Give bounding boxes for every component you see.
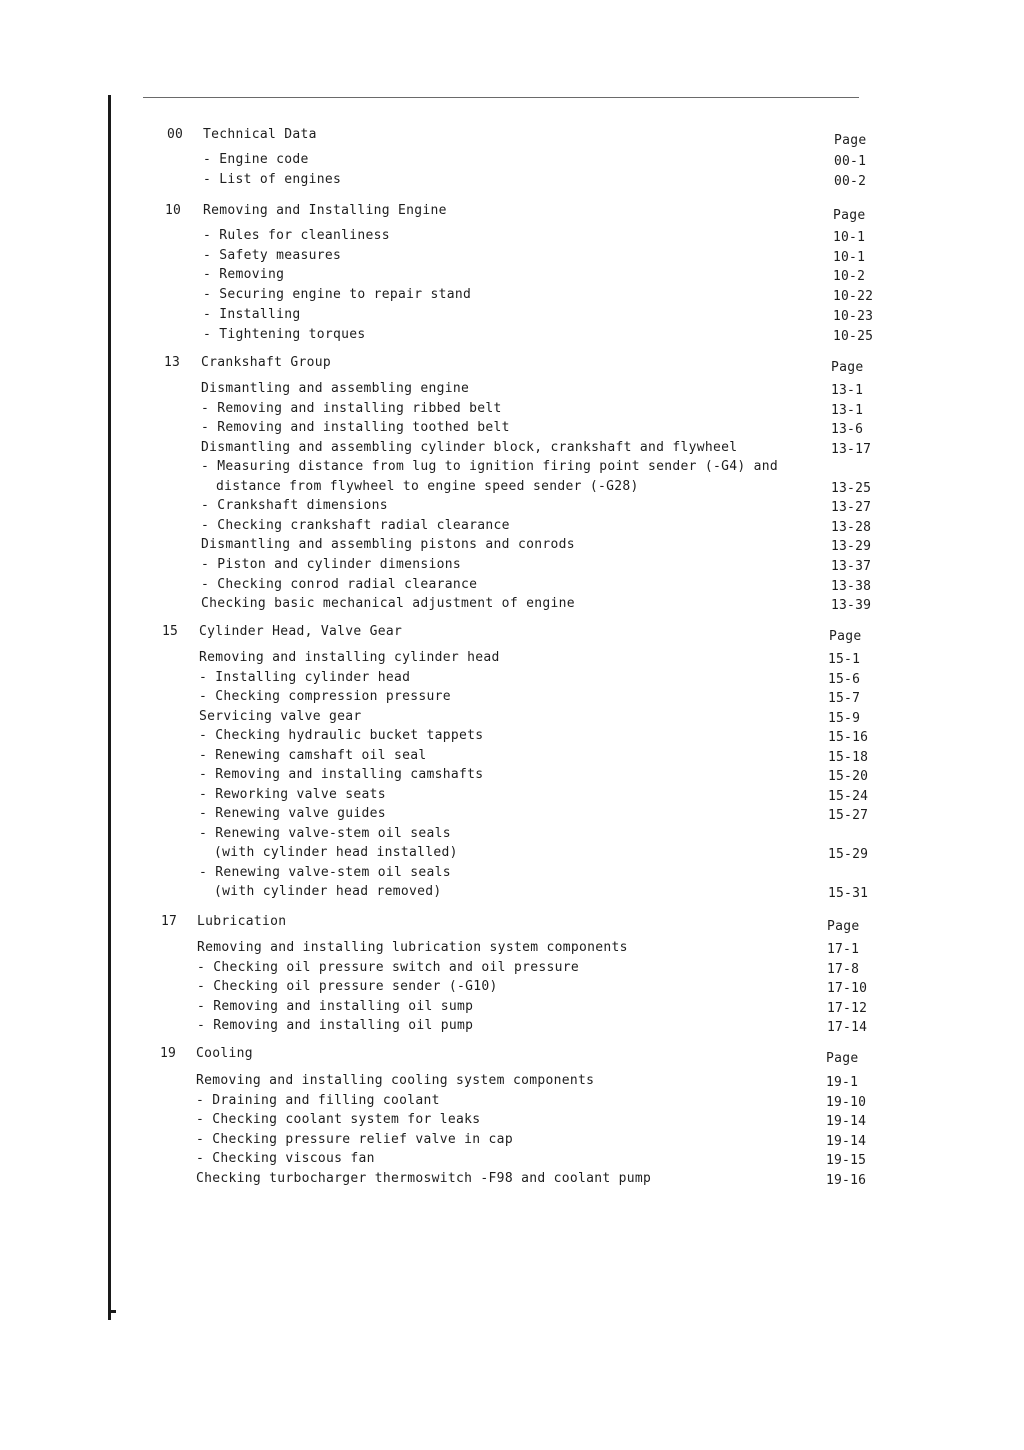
toc-entry[interactable]: [0, 477, 1024, 497]
toc-entry[interactable]: [0, 1091, 1024, 1111]
toc-entry-page: 13-25: [831, 480, 872, 496]
toc-entry-title: Checking basic mechanical adjustment of engine: [201, 596, 575, 612]
toc-entry-page: 13-1: [831, 402, 864, 418]
toc-entry[interactable]: [0, 265, 1024, 285]
toc-entry[interactable]: [0, 1130, 1024, 1150]
toc-entry-title: - Removing and installing toothed belt: [201, 420, 510, 436]
toc-entry-title: - Checking oil pressure sender (-G10): [197, 979, 498, 995]
toc-entry[interactable]: [0, 687, 1024, 707]
toc-entry[interactable]: [0, 305, 1024, 325]
toc-entry-page: 17-14: [827, 1020, 868, 1036]
toc-entry-title: - Installing: [203, 306, 301, 322]
toc-entry-title: - Removing: [203, 267, 285, 283]
toc-entry-page: 17-1: [827, 942, 860, 957]
toc-entry[interactable]: [0, 170, 1024, 190]
toc-entry[interactable]: [0, 418, 1024, 438]
toc-entry-title: - Checking hydraulic bucket tappets: [199, 728, 484, 743]
toc-entry-page: 15-27: [828, 808, 869, 823]
toc-entry-title: - Renewing camshaft oil seal: [199, 747, 427, 763]
toc-entry-page: 00-1: [834, 154, 867, 169]
toc-entry[interactable]: [0, 1169, 1024, 1189]
toc-entry-page: 19-14: [826, 1133, 867, 1149]
toc-entry[interactable]: [0, 707, 1024, 727]
toc-entry[interactable]: [0, 997, 1024, 1017]
toc-entry[interactable]: [0, 843, 1024, 863]
toc-entry-title: - Rules for cleanliness: [203, 228, 390, 243]
toc-entry-page: 15-29: [828, 847, 869, 862]
toc-entry-title: - Renewing valve-stem oil seals: [199, 864, 451, 880]
top-rule: [143, 97, 859, 98]
toc-entry-page: 10-2: [833, 269, 866, 285]
toc-entry[interactable]: [0, 1110, 1024, 1130]
toc-entry-page: 19-10: [826, 1094, 867, 1110]
toc-entry-page: 10-1: [833, 249, 866, 265]
toc-entry[interactable]: [0, 1149, 1024, 1169]
toc-entry[interactable]: [0, 379, 1024, 399]
toc-entry-title: - Securing engine to repair stand: [203, 287, 472, 303]
toc-entry-page: 17-10: [827, 981, 868, 997]
toc-entry[interactable]: [0, 399, 1024, 419]
toc-entry-title: - Renewing valve guides: [199, 806, 386, 821]
toc-entry-title: - Checking conrod radial clearance: [201, 576, 478, 592]
toc-entry[interactable]: [0, 804, 1024, 824]
toc-entry-page: 10-25: [833, 328, 874, 344]
toc-entry-title: - Draining and filling coolant: [196, 1092, 440, 1108]
toc-entry[interactable]: [0, 575, 1024, 595]
toc-entry-page: 13-38: [831, 578, 872, 594]
toc-entry-title: Removing and installing cooling system components: [196, 1073, 595, 1088]
section-number: 13: [164, 355, 181, 370]
toc-entry[interactable]: [0, 1071, 1024, 1091]
toc-entry[interactable]: [0, 746, 1024, 766]
page-column-header: Page: [829, 629, 862, 644]
toc-entry-title: - Removing and installing camshafts: [199, 767, 484, 782]
section-number: 10: [165, 203, 182, 218]
toc-entry-title: - Engine code: [203, 152, 309, 167]
toc-entry-page: 15-1: [828, 652, 861, 667]
toc-entry-title: - Checking compression pressure: [199, 689, 451, 704]
toc-entry-page: 15-24: [828, 788, 869, 804]
toc-entry-page: 13-6: [831, 422, 864, 438]
toc-entry-page: 15-9: [828, 710, 861, 726]
section-number: 19: [160, 1046, 177, 1061]
toc-entry-title: (with cylinder head installed): [214, 845, 458, 860]
section-title: Cooling: [196, 1046, 253, 1061]
toc-entry-page: 00-2: [834, 173, 867, 189]
toc-entry-page: 13-39: [831, 598, 872, 614]
toc-entry-page: 15-20: [828, 769, 869, 784]
toc-entry-title: (with cylinder head removed): [214, 884, 442, 899]
section-title: Crankshaft Group: [201, 355, 332, 370]
toc-entry-title: Checking turbocharger thermoswitch -F98 and coolant pump: [196, 1170, 652, 1186]
toc-entry-page: 13-29: [831, 539, 872, 555]
toc-entry-page: 13-17: [831, 441, 872, 457]
toc-entry-title: - Measuring distance from lug to ignition firing point sender (-G4) and: [201, 459, 778, 475]
binding-edge-tick: [108, 1310, 116, 1313]
page-column-header: Page: [834, 133, 867, 148]
toc-entry-title: - Tightening torques: [203, 326, 366, 342]
toc-entry[interactable]: [0, 765, 1024, 785]
toc-entry[interactable]: [0, 535, 1024, 555]
toc-entry-title: - Safety measures: [203, 247, 342, 263]
toc-entry-title: - Checking coolant system for leaks: [196, 1112, 481, 1127]
toc-entry[interactable]: [0, 977, 1024, 997]
toc-entry-title: - Reworking valve seats: [199, 786, 386, 802]
toc-entry[interactable]: [0, 555, 1024, 575]
page-column-header: Page: [827, 919, 860, 934]
toc-entry-title: - Checking pressure relief valve in cap: [196, 1131, 513, 1147]
toc-entry[interactable]: [0, 938, 1024, 958]
toc-entry-page: 19-16: [826, 1172, 867, 1188]
toc-entry-page: 13-37: [831, 558, 872, 574]
section-number: 00: [167, 127, 184, 142]
toc-entry-page: 10-1: [833, 230, 866, 245]
toc-entry[interactable]: [0, 594, 1024, 614]
toc-entry-page: 15-7: [828, 691, 861, 706]
toc-entry[interactable]: [0, 726, 1024, 746]
toc-entry-page: 19-1: [826, 1075, 859, 1090]
section-title: Removing and Installing Engine: [203, 203, 447, 218]
toc-entry-page: 15-6: [828, 671, 861, 687]
toc-entry-title: - Checking crankshaft radial clearance: [201, 517, 510, 533]
toc-entry-title: - Crankshaft dimensions: [201, 498, 388, 514]
section-number: 15: [162, 624, 179, 639]
toc-entry[interactable]: [0, 516, 1024, 536]
toc-entry[interactable]: [0, 648, 1024, 668]
toc-entry-title: Removing and installing cylinder head: [199, 650, 500, 665]
toc-entry-page: 15-18: [828, 749, 869, 765]
toc-entry-page: 13-28: [831, 519, 872, 535]
toc-entry[interactable]: [0, 882, 1024, 902]
toc-entry-title: Removing and installing lubrication system components: [197, 940, 628, 955]
toc-entry-page: 17-8: [827, 961, 860, 977]
toc-entry[interactable]: [0, 457, 1024, 477]
page-column-header: Page: [826, 1051, 859, 1066]
toc-entry[interactable]: [0, 1016, 1024, 1036]
toc-entry-title: - Checking viscous fan: [196, 1151, 375, 1166]
toc-entry-title: Dismantling and assembling cylinder block, crankshaft and flywheel: [201, 439, 738, 455]
section-title: Lubrication: [197, 914, 287, 929]
toc-entry-page: 17-12: [827, 1000, 868, 1016]
toc-entry-title: - Removing and installing ribbed belt: [201, 400, 502, 416]
toc-entry-title: - Removing and installing oil sump: [197, 998, 474, 1014]
toc-entry-title: - Installing cylinder head: [199, 669, 411, 685]
toc-entry-title: Dismantling and assembling engine: [201, 381, 470, 396]
toc-entry-page: 10-22: [833, 289, 874, 305]
toc-entry-title: - Removing and installing oil pump: [197, 1018, 474, 1034]
toc-entry[interactable]: [0, 285, 1024, 305]
toc-entry[interactable]: [0, 496, 1024, 516]
toc-entry-page: 15-16: [828, 730, 869, 745]
toc-entry-title: Servicing valve gear: [199, 708, 362, 724]
toc-entry-title: distance from flywheel to engine speed sender (-G28): [216, 478, 639, 494]
toc-entry[interactable]: [0, 785, 1024, 805]
toc-entry-page: 10-23: [833, 308, 874, 324]
section-number: 17: [161, 914, 178, 929]
toc-entry-title: Dismantling and assembling pistons and conrods: [201, 537, 575, 553]
toc-entry-page: 15-31: [828, 886, 869, 901]
toc-entry-page: 13-27: [831, 500, 872, 516]
toc-entry-title: - Piston and cylinder dimensions: [201, 556, 462, 572]
toc-entry[interactable]: [0, 226, 1024, 246]
toc-entry-page: 19-14: [826, 1114, 867, 1129]
page-column-header: Page: [833, 208, 866, 223]
toc-entry-page: 19-15: [826, 1153, 867, 1168]
section-title: Technical Data: [203, 127, 317, 142]
toc-entry-page: 13-1: [831, 383, 864, 398]
toc-entry-title: - List of engines: [203, 171, 342, 187]
toc-entry-title: - Renewing valve-stem oil seals: [199, 825, 451, 841]
toc-entry[interactable]: [0, 668, 1024, 688]
toc-entry[interactable]: [0, 958, 1024, 978]
toc-entry[interactable]: [0, 438, 1024, 458]
toc-entry[interactable]: [0, 863, 1024, 883]
toc-entry-title: - Checking oil pressure switch and oil pressure: [197, 959, 579, 975]
toc-entry[interactable]: [0, 824, 1024, 844]
toc-entry[interactable]: [0, 150, 1024, 170]
toc-entry[interactable]: [0, 246, 1024, 266]
page-column-header: Page: [831, 360, 864, 375]
toc-entry[interactable]: [0, 325, 1024, 345]
section-title: Cylinder Head, Valve Gear: [199, 624, 403, 639]
